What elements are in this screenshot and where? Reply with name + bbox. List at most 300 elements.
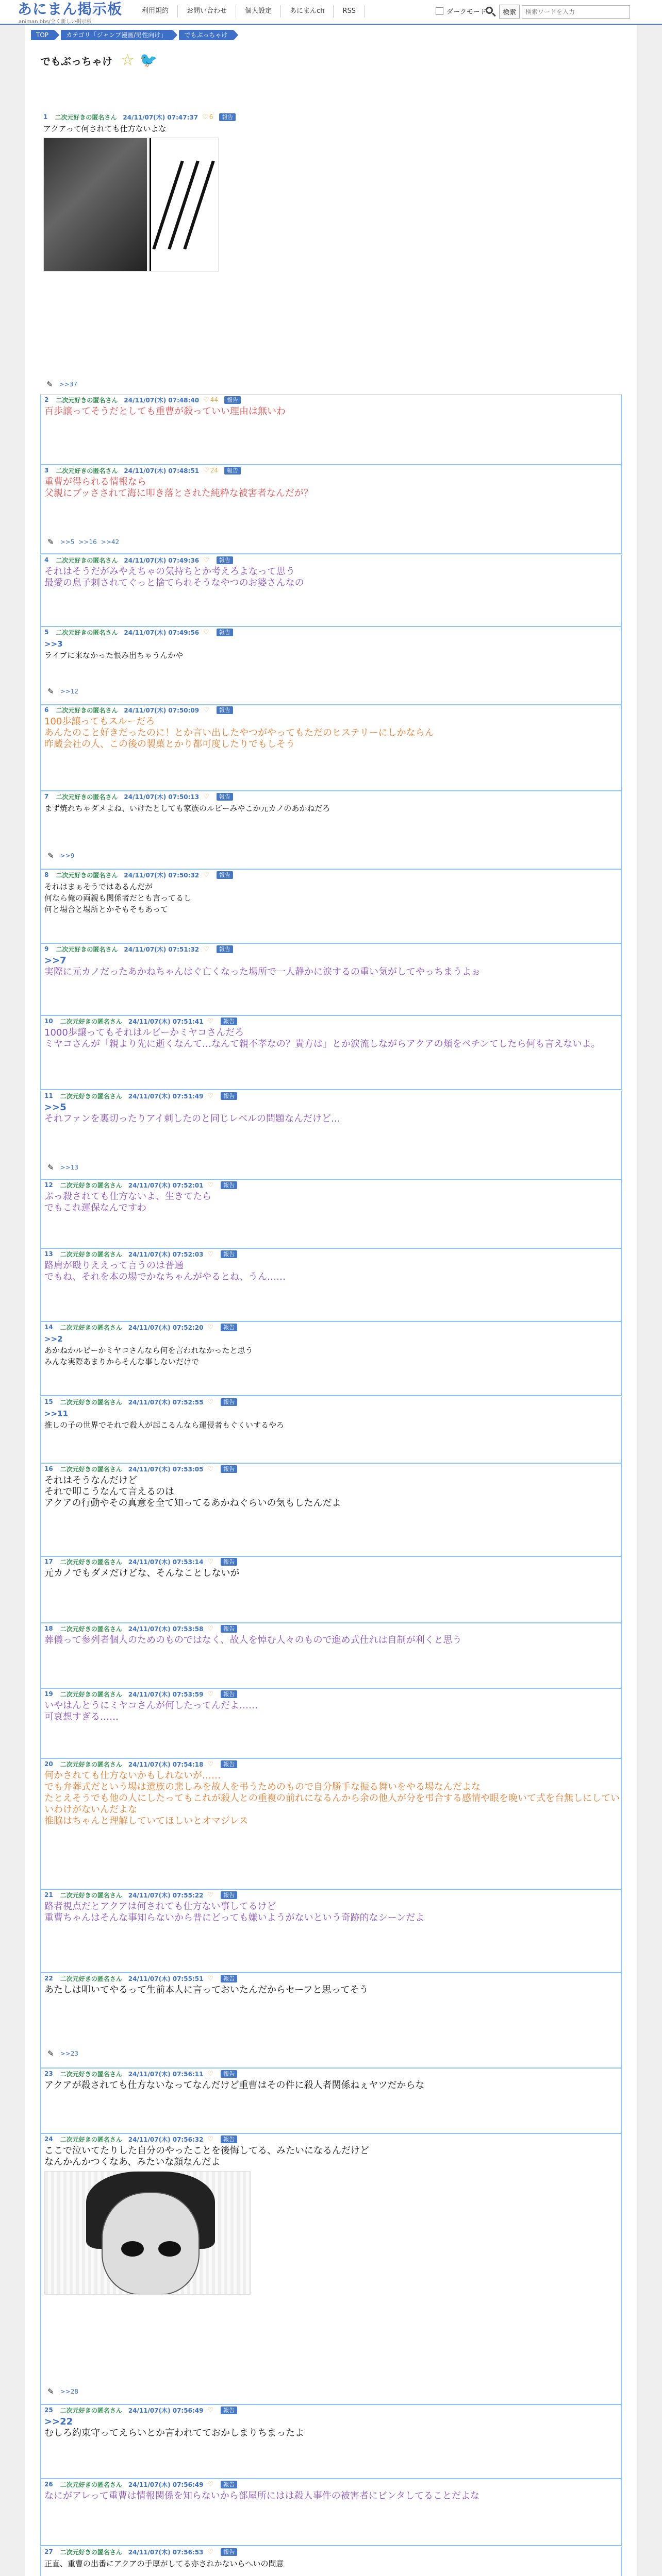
dark-mode-toggle[interactable] xyxy=(436,6,486,16)
site-header xyxy=(0,0,662,25)
post-date: 24/11/07(木) 07:48:51 xyxy=(124,467,200,474)
post-line: でもこれ運保なんですわ xyxy=(44,1202,146,1213)
poster-name: 二次元好きの匿名さん xyxy=(60,2070,122,2078)
post-number[interactable]: 9 xyxy=(44,945,49,953)
post-header xyxy=(41,791,621,802)
report-button[interactable]: 報告 xyxy=(221,2406,237,2414)
post-line[interactable]: >>22 xyxy=(44,2416,73,2427)
post-line: 最愛の息子刺されてぐっと捨てられそうなやつのお婆さんなの xyxy=(44,578,304,588)
post xyxy=(40,1397,622,1464)
poster-name: 二次元好きの匿名さん xyxy=(60,1250,122,1258)
top-nav xyxy=(133,5,365,18)
post-number[interactable]: 4 xyxy=(44,556,49,564)
post xyxy=(40,2547,622,2576)
report-button[interactable]: 報告 xyxy=(221,1625,237,1633)
like-heart-icon[interactable]: ♡ xyxy=(207,1760,214,1768)
reply-refs-row xyxy=(47,537,123,547)
post-date: 24/11/07(木) 07:56:11 xyxy=(128,2070,204,2078)
post-number[interactable]: 19 xyxy=(44,1690,53,1698)
post-date: 24/11/07(木) 07:51:41 xyxy=(128,1018,204,1025)
post-header xyxy=(41,1890,621,1900)
breadcrumb-category[interactable]: カテゴリ「ジャンプ漫画/男性向け」 xyxy=(61,30,173,40)
report-button[interactable]: 報告 xyxy=(221,2070,237,2078)
post-date: 24/11/07(木) 07:55:22 xyxy=(128,1891,204,1899)
post-line: 何なら俺の両親も関係者だとも言ってるし xyxy=(44,893,192,903)
report-button[interactable]: 報告 xyxy=(221,1018,237,1025)
post-line: 路肩が殴りええって言うのは普通 xyxy=(44,1260,184,1271)
post-number[interactable]: 17 xyxy=(44,1558,53,1565)
post-number[interactable]: 8 xyxy=(44,871,49,878)
post-header xyxy=(41,1464,621,1474)
post xyxy=(40,2405,622,2479)
post-header xyxy=(41,1556,621,1567)
poster-name: 二次元好きの匿名さん xyxy=(60,1690,122,1698)
dark-mode-label: ダークモード xyxy=(446,8,487,16)
poster-name: 二次元好きの匿名さん xyxy=(60,1018,122,1025)
like-heart-icon[interactable]: ♡ xyxy=(207,2480,214,2488)
post-line[interactable]: >>3 xyxy=(44,639,63,649)
reply-refs-row xyxy=(46,380,81,389)
post xyxy=(40,1464,622,1557)
post xyxy=(40,1689,622,1759)
post-header xyxy=(41,1397,621,1407)
nav-contact[interactable]: お問い合わせ xyxy=(178,5,236,18)
report-button[interactable]: 報告 xyxy=(221,2136,237,2143)
post-date: 24/11/07(木) 07:52:01 xyxy=(128,1181,204,1189)
post-line: 何と場合と場所とかそもそもあって xyxy=(44,905,168,914)
post-line: 重曹が得られる情報なら xyxy=(44,477,146,487)
report-button[interactable]: 報告 xyxy=(221,1092,237,1100)
post-number[interactable]: 15 xyxy=(44,1398,53,1405)
post-line: 1000歩譲ってもそれはルビーかミヤコさんだろ xyxy=(44,1027,244,1038)
post xyxy=(40,395,622,465)
post xyxy=(40,1623,622,1689)
post-body xyxy=(44,2145,621,2168)
post xyxy=(40,1322,622,1396)
report-button[interactable]: 報告 xyxy=(217,945,233,953)
report-button[interactable]: 報告 xyxy=(221,2548,237,2556)
like-heart-icon[interactable]: ♡ xyxy=(203,628,209,636)
post-header xyxy=(41,1180,621,1190)
like-heart-icon[interactable]: ♡ xyxy=(207,1891,214,1899)
reply-ref-link[interactable]: >>37 xyxy=(59,381,77,388)
reply-refs-row xyxy=(47,2049,82,2058)
post-date: 24/11/07(木) 07:49:56 xyxy=(124,629,200,636)
breadcrumb-thread[interactable]: でもぶっちゃけ xyxy=(179,30,234,40)
post-number[interactable]: 18 xyxy=(44,1625,53,1632)
like-heart-icon[interactable]: ♡ xyxy=(207,1465,214,1473)
post-number[interactable]: 5 xyxy=(44,629,49,636)
breadcrumb-top[interactable]: TOP xyxy=(31,30,55,40)
site-logo[interactable]: あにまん掲示板 xyxy=(18,1,123,18)
post-number[interactable]: 23 xyxy=(44,2070,53,2077)
post-line: 実際に元カノだったあかねちゃんはぐ亡くなった場所で一人静かに涙するの重い気がしてやっちまうよぉ xyxy=(44,967,481,977)
post-line: 推脇はちゃんと理解していてほしいとオマジレス xyxy=(44,1816,249,1826)
post-image[interactable] xyxy=(43,138,219,272)
post-number[interactable]: 16 xyxy=(44,1465,53,1472)
reply-pencil-icon[interactable]: ✎ xyxy=(47,687,54,696)
report-button[interactable]: 報告 xyxy=(221,2481,237,2488)
post xyxy=(40,112,622,395)
post-header xyxy=(41,1623,621,1634)
report-button[interactable]: 報告 xyxy=(217,871,233,879)
search-input[interactable] xyxy=(522,5,630,19)
post-date: 24/11/07(木) 07:52:55 xyxy=(128,1398,204,1406)
reply-refs-row xyxy=(47,687,82,696)
post-line[interactable]: >>5 xyxy=(44,1102,67,1113)
post-line: いやはんとうにミヤコさんが何したってんだよ…… xyxy=(44,1700,258,1711)
post-date: 24/11/07(木) 07:51:32 xyxy=(124,945,200,953)
post xyxy=(40,1249,622,1322)
reply-pencil-icon[interactable]: ✎ xyxy=(47,851,54,860)
report-button[interactable]: 報告 xyxy=(221,1558,237,1566)
nav-rss[interactable]: RSS xyxy=(334,5,365,18)
post-line: ライブに来なかった恨み出ちゃうんかや xyxy=(44,651,184,660)
breadcrumb xyxy=(31,30,240,40)
post-number[interactable]: 25 xyxy=(44,2406,53,2414)
reply-ref-link[interactable]: >>23 xyxy=(60,2050,78,2057)
post-date: 24/11/07(木) 07:50:13 xyxy=(124,793,200,801)
reply-pencil-icon[interactable]: ✎ xyxy=(47,2049,54,2058)
like-count: 44 xyxy=(210,396,219,403)
post-line: 何かされても仕方ないかもしれないが…… xyxy=(44,1770,221,1781)
post-header xyxy=(41,1973,621,1984)
post-header xyxy=(41,705,621,715)
post-header xyxy=(41,1016,621,1026)
report-button[interactable]: 報告 xyxy=(221,1760,237,1768)
like-heart-icon[interactable]: ♡ xyxy=(207,2070,214,2078)
post-date: 24/11/07(木) 07:48:40 xyxy=(124,396,200,404)
report-button[interactable]: 報告 xyxy=(221,1465,237,1473)
post-number[interactable]: 22 xyxy=(44,1975,53,1982)
search-area xyxy=(484,5,630,19)
poster-name: 二次元好きの匿名さん xyxy=(60,1760,122,1768)
post-number[interactable]: 20 xyxy=(44,1760,53,1768)
post-number[interactable]: 26 xyxy=(44,2481,53,2488)
post-header xyxy=(41,2547,621,2557)
post-number[interactable]: 2 xyxy=(44,396,49,403)
like-heart-icon[interactable]: ♡ xyxy=(207,1557,214,1566)
post-date: 24/11/07(木) 07:56:53 xyxy=(128,2548,204,2556)
post-body xyxy=(44,1700,621,1723)
post-image[interactable] xyxy=(44,2171,251,2295)
post-number[interactable]: 21 xyxy=(44,1891,53,1899)
like-heart-icon[interactable]: ♡ xyxy=(207,2548,214,2556)
search-icon[interactable] xyxy=(484,5,497,19)
reply-ref-link[interactable]: >>13 xyxy=(60,1164,78,1171)
poster-name: 二次元好きの匿名さん xyxy=(56,871,118,879)
post xyxy=(40,2134,622,2405)
poster-name: 二次元好きの匿名さん xyxy=(60,1891,122,1899)
like-heart-icon[interactable]: ♡ xyxy=(203,396,209,404)
post-body xyxy=(44,1333,621,1367)
post-line: それファンを裏切ったりアイ刺したのと同じレベルの問題なんだけど… xyxy=(44,1113,341,1124)
reply-pencil-icon[interactable]: ✎ xyxy=(47,537,54,547)
reply-refs-row xyxy=(47,2387,82,2396)
like-heart-icon[interactable]: ♡ xyxy=(207,1092,214,1100)
nav-animanch[interactable]: あにまんch xyxy=(281,5,334,18)
reply-refs-row xyxy=(47,1163,82,1172)
like-heart-icon[interactable]: ♡ xyxy=(207,1624,214,1633)
post-body xyxy=(44,1770,621,1827)
post-number[interactable]: 3 xyxy=(44,467,49,474)
post-header xyxy=(41,2405,621,2415)
reply-ref-link[interactable]: >>42 xyxy=(101,538,120,546)
post-date: 24/11/07(木) 07:54:18 xyxy=(128,1760,204,1768)
like-heart-icon[interactable]: ♡ xyxy=(207,1690,214,1698)
post-line: アクアが殺されても仕方ないなってなんだけど重曹はその件に殺人者関係ねぇヤツだからな xyxy=(44,2080,425,2091)
poster-name: 二次元好きの匿名さん xyxy=(60,1625,122,1633)
post-date: 24/11/07(木) 07:53:58 xyxy=(128,1625,204,1633)
reply-ref-link[interactable]: >>16 xyxy=(78,538,97,546)
post-body xyxy=(44,1635,621,1646)
poster-name: 二次元好きの匿名さん xyxy=(55,113,117,121)
post xyxy=(40,1556,622,1623)
post-body xyxy=(44,2080,621,2091)
poster-name: 二次元好きの匿名さん xyxy=(60,1975,122,1982)
post-number[interactable]: 6 xyxy=(44,706,49,714)
post-line: 重曹ちゃんはそんな事知らないから普にどっても嫌いようがないという奇跡的なシーンだよ xyxy=(44,1912,425,1923)
post xyxy=(40,1759,622,1890)
post-line: 路者視点だとアクアは何されても仕方ない事してるけど xyxy=(44,1901,276,1912)
post-date: 24/11/07(木) 07:53:05 xyxy=(128,1465,204,1473)
post-header xyxy=(41,2134,621,2144)
post-line[interactable]: >>11 xyxy=(44,1409,69,1418)
post-header xyxy=(40,112,622,122)
post-body xyxy=(44,1027,621,1050)
post-body xyxy=(44,1102,621,1125)
post xyxy=(40,944,622,1016)
poster-name: 二次元好きの匿名さん xyxy=(56,556,118,564)
post-body xyxy=(44,1475,621,1509)
post-line[interactable]: >>7 xyxy=(44,955,67,966)
post-line: みんな実際あまりからそんな事しないだけで xyxy=(44,1357,200,1366)
reply-refs-row xyxy=(47,851,78,860)
post-line: あんたのこと好きだったのに！とか言い出したやつがやってもただのヒステリーにしかならん xyxy=(44,727,434,738)
thread-title-row xyxy=(40,53,158,68)
post-header xyxy=(41,627,621,637)
post-number[interactable]: 7 xyxy=(44,793,49,800)
post-date: 24/11/07(木) 07:52:03 xyxy=(128,1250,204,1258)
twitter-share-icon[interactable]: 🐦 xyxy=(139,52,158,69)
post-line: あかねかルビーかミヤコさんなら何を言われなかったと思う xyxy=(44,1346,253,1355)
post-body xyxy=(44,2416,621,2439)
report-button[interactable]: 報告 xyxy=(221,1690,237,1698)
post-date: 24/11/07(木) 07:47:37 xyxy=(123,113,198,121)
post-line: 正直、重曹の出番にアクアの手厚がしてる亦されかないらへいの問意 xyxy=(44,2559,284,2568)
like-heart-icon[interactable]: ♡ xyxy=(207,1250,214,1258)
post xyxy=(40,627,622,705)
post-line: 100歩譲ってもスルーだろ xyxy=(44,716,155,727)
post-body xyxy=(43,123,622,134)
post-line: 百歩譲ってそうだとしても重曹が殺っていい理由は無いわ xyxy=(44,406,286,417)
post-line: なにがアレって重曹は情報関係を知らないから部屋所にはは殺人事件の被害者にビンタしてることだよな xyxy=(44,2490,480,2501)
main-content xyxy=(25,25,637,2576)
reply-pencil-icon[interactable]: ✎ xyxy=(46,380,53,389)
post xyxy=(40,555,622,627)
post-line: それはそうなんだけど xyxy=(44,1475,137,1486)
post-line: あたしは叩いてやるって生前本人に言っておいたんだからセーフと思ってそう xyxy=(44,1985,369,1995)
poster-name: 二次元好きの匿名さん xyxy=(56,467,118,474)
dark-mode-checkbox[interactable] xyxy=(436,7,443,15)
post-line: まず焼れちゃダメよね、いけたとしても家族のルビーみやこか元カノのあかねだろ xyxy=(44,804,330,813)
post-line: 葬儀って参列者個人のためのものではなく、故人を悼む人々のもので進め式仕れは自制が利くと思う xyxy=(44,1635,462,1646)
like-heart-icon[interactable]: ♡ xyxy=(207,1398,214,1406)
post-line: ここで泣いてたりした自分のやったことを後悔してる、みたいになるんだけど xyxy=(44,2145,369,2156)
favorite-star-icon[interactable]: ☆ xyxy=(121,51,135,69)
post-date: 24/11/07(木) 07:55:51 xyxy=(128,1975,204,1982)
post-header xyxy=(41,465,621,476)
post xyxy=(40,791,622,870)
post-number[interactable]: 27 xyxy=(44,2548,53,2555)
post-body xyxy=(44,1568,621,1579)
post-date: 24/11/07(木) 07:50:09 xyxy=(124,706,200,714)
post-date: 24/11/07(木) 07:50:32 xyxy=(124,871,200,879)
report-button[interactable]: 報告 xyxy=(221,1891,237,1899)
like-count: 24 xyxy=(210,467,219,474)
post-number[interactable]: 12 xyxy=(44,1181,53,1189)
post-body xyxy=(44,1191,621,1214)
like-heart-icon[interactable]: ♡ xyxy=(203,556,209,564)
post-body xyxy=(44,638,621,661)
report-button[interactable]: 報告 xyxy=(224,467,241,474)
post-body xyxy=(44,955,621,978)
poster-name: 二次元好きの匿名さん xyxy=(60,1465,122,1473)
report-button[interactable]: 報告 xyxy=(221,1181,237,1189)
post-date: 24/11/07(木) 07:56:49 xyxy=(128,2406,204,2414)
report-button[interactable]: 報告 xyxy=(217,629,233,636)
like-heart-icon[interactable]: ♡ xyxy=(207,2135,214,2143)
post xyxy=(40,2069,622,2134)
post-date: 24/11/07(木) 07:53:59 xyxy=(128,1690,204,1698)
post-line: 元カノでもダメだけどな、そんなことしないが xyxy=(44,1568,240,1579)
thread-title: でもぶっちゃけ xyxy=(40,55,112,67)
post-number[interactable]: 14 xyxy=(44,1324,53,1331)
reply-ref-link[interactable]: >>28 xyxy=(60,2388,78,2395)
reply-pencil-icon[interactable]: ✎ xyxy=(47,1163,54,1172)
post-number[interactable]: 13 xyxy=(44,1250,53,1258)
post-line: アクアの行動やその真意を全て知ってるあかねぐらいの気もしたんだよ xyxy=(44,1498,341,1509)
post-date: 24/11/07(木) 07:56:49 xyxy=(128,2481,204,2488)
poster-name: 二次元好きの匿名さん xyxy=(60,2548,122,2556)
report-button[interactable]: 報告 xyxy=(221,1324,237,1331)
post-line[interactable]: >>2 xyxy=(44,1334,63,1344)
reply-pencil-icon[interactable]: ✎ xyxy=(47,2387,54,2396)
like-heart-icon[interactable]: ♡ xyxy=(203,945,209,953)
post-line: でも弁葬式だという場は遺族の悲しみを故人を弔うためのもので自分勝手な振る舞いをやる場なんだよな xyxy=(44,1782,481,1792)
report-button[interactable]: 報告 xyxy=(221,1398,237,1406)
poster-name: 二次元好きの匿名さん xyxy=(60,1398,122,1406)
post-line: 昨蔵会社の人、この後の製菓とかり都可度したりでもしそう xyxy=(44,739,295,750)
post xyxy=(40,1890,622,1973)
poster-name: 二次元好きの匿名さん xyxy=(60,1558,122,1566)
post-line: なんかんかつくなあ、みたいな顔なんだよ xyxy=(44,2157,221,2167)
post-number[interactable]: 1 xyxy=(43,113,48,121)
search-scope-select[interactable]: 検索 xyxy=(499,5,520,19)
like-heart-icon[interactable]: ♡ xyxy=(207,1181,214,1189)
like-heart-icon[interactable]: ♡ xyxy=(207,1323,214,1331)
poster-name: 二次元好きの匿名さん xyxy=(56,706,118,714)
post-date: 24/11/07(木) 07:52:20 xyxy=(128,1324,204,1331)
post xyxy=(40,1016,622,1090)
report-button[interactable]: 報告 xyxy=(224,396,241,404)
report-button[interactable]: 報告 xyxy=(217,556,233,564)
post-line: むしろ約束守ってえらいとか言われてておかしまりちまったよ xyxy=(44,2428,304,2438)
poster-name: 二次元好きの匿名さん xyxy=(56,945,118,953)
post-body xyxy=(44,881,621,915)
post-date: 24/11/07(木) 07:51:49 xyxy=(128,1092,204,1100)
reply-ref-link[interactable]: >>12 xyxy=(60,688,78,695)
post xyxy=(40,1091,622,1180)
post-number[interactable]: 11 xyxy=(44,1092,53,1099)
report-button[interactable]: 報告 xyxy=(217,793,233,801)
post-line: 推しの子の世界でそれで殺人が起こるんなら運侵者もぐくいするやろ xyxy=(44,1420,285,1430)
post-header xyxy=(41,870,621,880)
post-line: それで叩こうなんて言えるのは xyxy=(44,1486,174,1497)
post xyxy=(40,870,622,944)
report-button[interactable]: 報告 xyxy=(221,1250,237,1258)
like-heart-icon[interactable]: ♡ xyxy=(207,1017,214,1025)
post xyxy=(40,1973,622,2069)
post-body xyxy=(44,1985,621,1996)
poster-name: 二次元好きの匿名さん xyxy=(60,2406,122,2414)
like-heart-icon[interactable]: ♡ xyxy=(207,2406,214,2414)
post-header xyxy=(41,1091,621,1101)
post-header xyxy=(41,1249,621,1259)
post-line: たとえそうでも他の人にしたってもこれが殺人との重複の前れになるんから余の他人が分を弔合する感情や眼を晩いて式を台無しにしていいわけがないんだよな xyxy=(44,1793,620,1815)
report-button[interactable]: 報告 xyxy=(217,706,233,714)
poster-name: 二次元好きの匿名さん xyxy=(60,1092,122,1100)
post-body xyxy=(44,477,621,499)
post-line: 可哀想すぎる…… xyxy=(44,1711,119,1722)
nav-terms[interactable]: 利用規約 xyxy=(133,5,178,18)
post-number[interactable]: 10 xyxy=(44,1018,53,1025)
post-body xyxy=(44,1408,621,1431)
post-body xyxy=(44,566,621,589)
post-header xyxy=(41,944,621,954)
like-heart-icon[interactable]: ♡ xyxy=(203,706,209,714)
like-heart-icon[interactable]: ♡ xyxy=(203,792,209,801)
post xyxy=(40,2479,622,2546)
post-header xyxy=(41,1322,621,1332)
poster-name: 二次元好きの匿名さん xyxy=(60,2136,122,2143)
post-line: 父親にブッさされて海に叩き落とされた純粋な被害者なんだが？ xyxy=(44,488,313,499)
post-body xyxy=(44,716,621,750)
report-button[interactable]: 報告 xyxy=(221,1975,237,1982)
post-date: 24/11/07(木) 07:56:32 xyxy=(128,2136,204,2143)
post-header xyxy=(41,1689,621,1699)
post-body xyxy=(44,2490,621,2502)
poster-name: 二次元好きの匿名さん xyxy=(56,793,118,801)
reply-ref-link[interactable]: >>5 xyxy=(60,538,75,546)
post xyxy=(40,1180,622,1249)
poster-name: 二次元好きの匿名さん xyxy=(56,396,118,404)
reply-ref-link[interactable]: >>9 xyxy=(60,852,75,859)
post-number[interactable]: 24 xyxy=(44,2136,53,2143)
post xyxy=(40,705,622,791)
post-body xyxy=(44,2558,621,2569)
post-header xyxy=(41,555,621,565)
poster-name: 二次元好きの匿名さん xyxy=(60,1324,122,1331)
like-heart-icon[interactable]: ♡ xyxy=(207,1974,214,1982)
like-heart-icon[interactable]: ♡ xyxy=(203,871,209,879)
like-heart-icon[interactable]: ♡ xyxy=(202,113,208,121)
report-button[interactable]: 報告 xyxy=(219,113,236,121)
post-header xyxy=(41,395,621,405)
like-heart-icon[interactable]: ♡ xyxy=(203,466,209,474)
like-count: 6 xyxy=(209,113,213,121)
nav-settings[interactable]: 個人設定 xyxy=(236,5,281,18)
